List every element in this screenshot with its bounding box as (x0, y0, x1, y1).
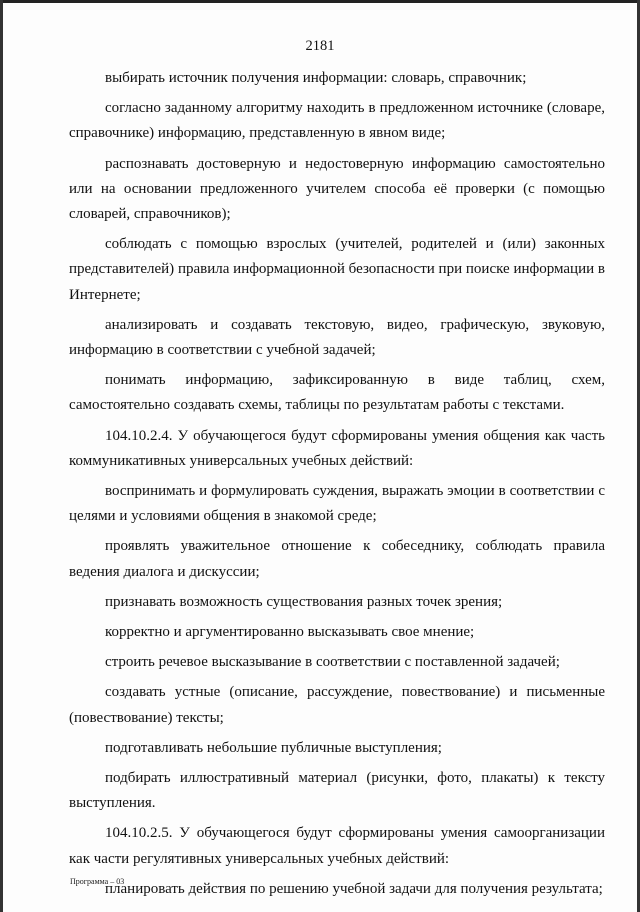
scan-edge-top (0, 0, 640, 3)
scan-edge-left (0, 0, 3, 912)
paragraph: признавать возможность существования разных точек зрения; (105, 593, 503, 610)
paragraph: создавать устные (описание, рассуждение, повествование) и письменные (повествование) тексты; (69, 684, 605, 726)
paragraph: анализировать и создавать текстовую, видео, графическую, звуковую, информацию в соответствии с учебной задачей; (69, 316, 605, 359)
footer-label: Программа – 03 (70, 877, 125, 886)
paragraph: соблюдать с помощью взрослых (учителей, родителей и (или) законных представителей) правила информационной безопасности при поиске информации в Интернете; (69, 236, 605, 303)
section-heading-paragraph: 104.10.2.5. У обучающегося будут сформированы умения самоорганизации как части регулятивных универсальных учебных действий: (69, 825, 605, 867)
paragraph: понимать информацию, зафиксированную в виде таблиц, схем, самостоятельно создавать схемы, таблицы по результатам работы с текстами. (69, 372, 605, 414)
paragraph: воспринимать и формулировать суждения, выражать эмоции в соответствии с целями и условиями общения в знакомой среде; (69, 483, 605, 525)
paragraph: подбирать иллюстративный материал (рисунки, фото, плакаты) к тексту выступления. (69, 770, 605, 812)
paragraph: корректно и аргументированно высказывать свое мнение; (105, 624, 475, 641)
paragraph: подготавливать небольшие публичные выступления; (105, 739, 442, 756)
paragraph: строить речевое высказывание в соответствии с поставленной задачей; (105, 654, 560, 671)
paragraph: планировать действия по решению учебной задачи для получения результата; (105, 880, 603, 897)
paragraph: распознавать достоверную и недостоверную информацию самостоятельно или на основании предложенного учителем способа её проверки (с помощью словарей, справочников); (69, 155, 605, 223)
page-number: 2181 (305, 38, 335, 54)
paragraph: выбирать источник получения информации: словарь, справочник; (105, 70, 527, 86)
body-text (69, 66, 605, 907)
section-heading-paragraph: 104.10.2.4. У обучающегося будут сформированы умения общения как часть коммуникативных универсальных учебных действий: (69, 427, 605, 469)
paragraph: проявлять уважительное отношение к собеседнику, соблюдать правила ведения диалога и дискуссии; (69, 538, 605, 580)
paragraph: согласно заданному алгоритму находить в предложенном источнике (словаре, справочнике) информацию, представленную в явном виде; (69, 100, 605, 142)
